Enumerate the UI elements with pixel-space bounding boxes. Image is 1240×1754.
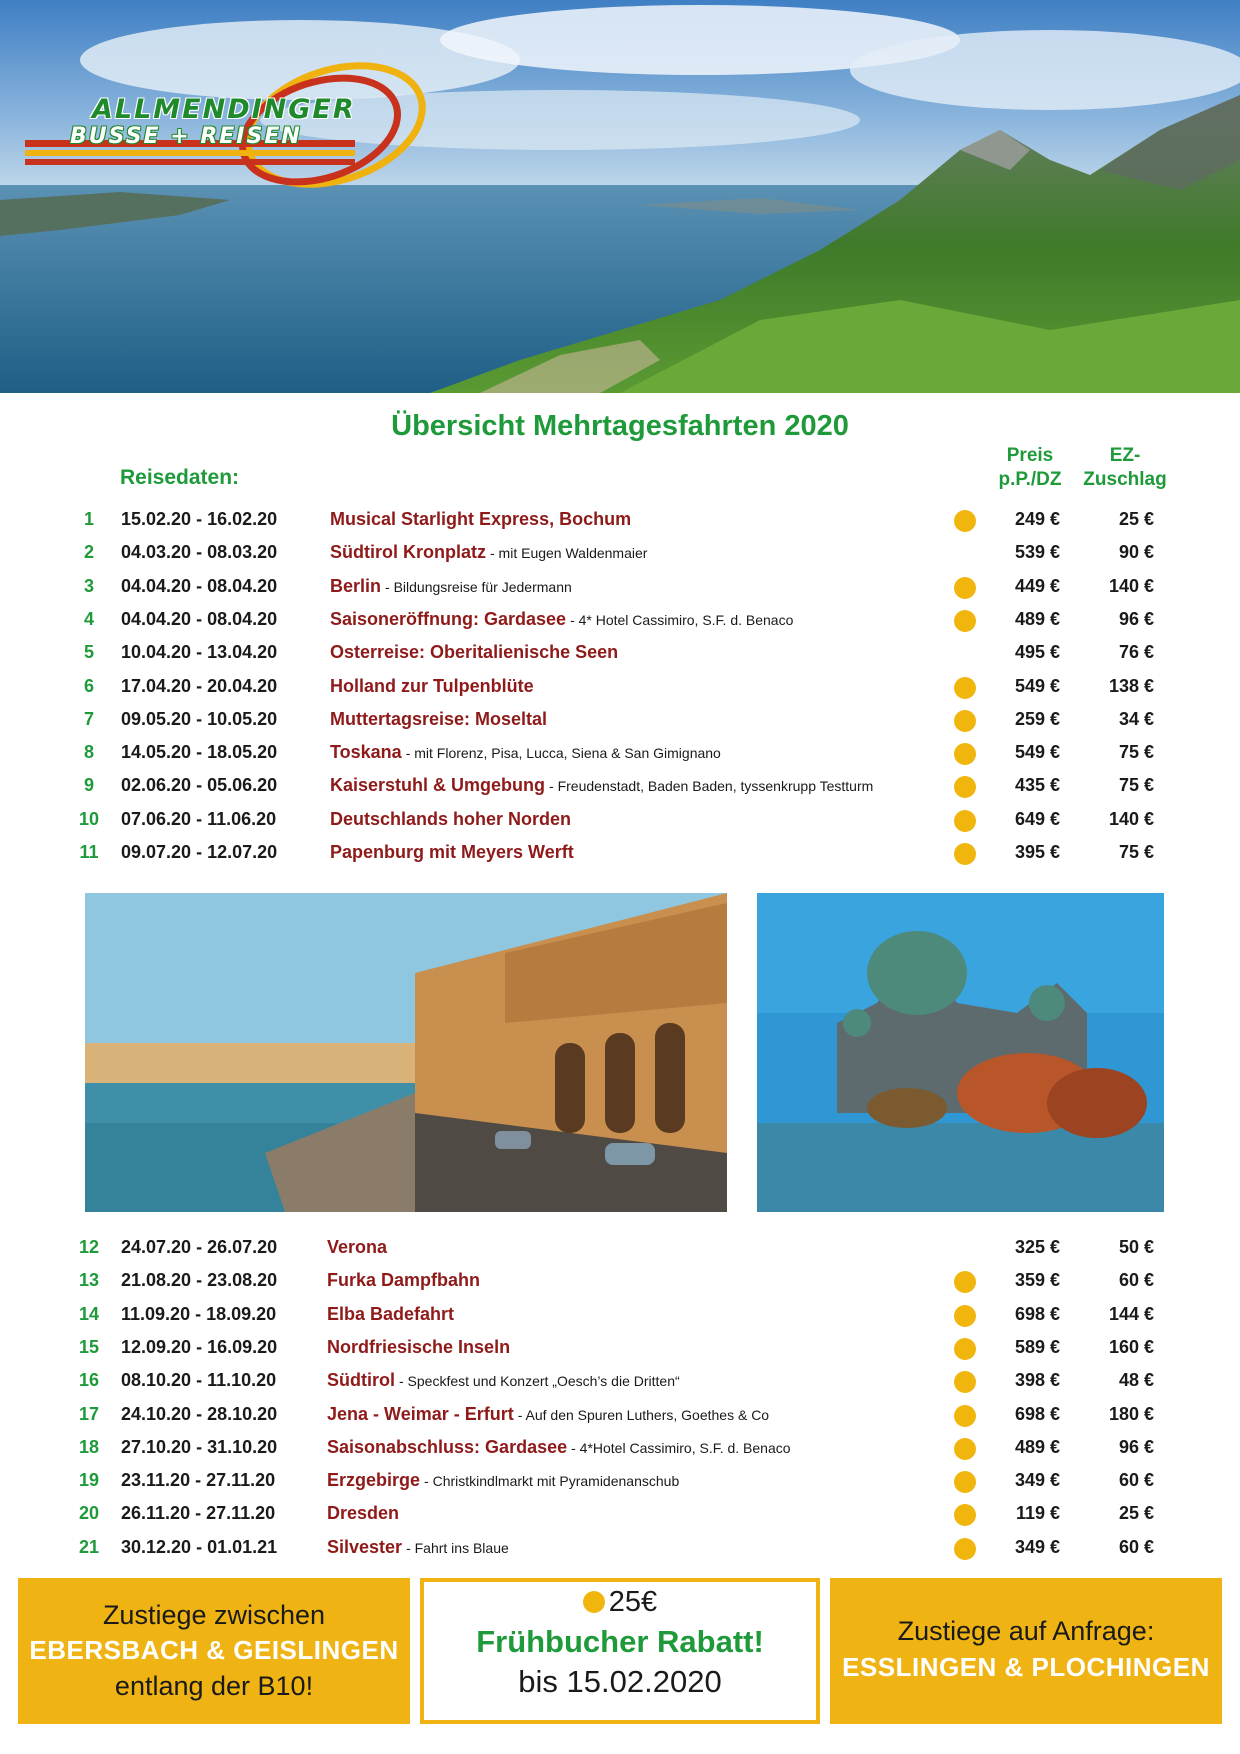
discount-amount-text: 25€ bbox=[608, 1586, 658, 1618]
ez-header-line1: EZ- bbox=[1109, 445, 1141, 466]
trip-number: 16 bbox=[78, 1370, 100, 1391]
early-bird-dot-icon bbox=[583, 1591, 605, 1613]
trip-destination-name: Dresden bbox=[327, 1503, 400, 1524]
early-bird-dot-icon bbox=[954, 1371, 976, 1393]
dates-label: Reisedaten: bbox=[120, 466, 240, 489]
ez-header-line2: Zuschlag bbox=[1083, 469, 1167, 490]
early-bird-dot-icon bbox=[954, 1405, 976, 1427]
trip-number: 9 bbox=[83, 775, 94, 796]
trip-price: 449 € bbox=[1014, 575, 1060, 596]
trip-dates: 30.12.20 - 01.01.21 bbox=[121, 1536, 278, 1557]
trip-dates: 02.06.20 - 05.06.20 bbox=[121, 775, 278, 796]
trip-number: 8 bbox=[83, 742, 94, 763]
trip-destination-details: - Christkindlmarkt mit Pyramidenanschub bbox=[424, 1473, 680, 1490]
trip-destination-name: Furka Dampfbahn bbox=[327, 1270, 481, 1291]
trip-number: 11 bbox=[79, 842, 99, 862]
boarding-info-box bbox=[18, 1578, 410, 1724]
trip-number: 3 bbox=[83, 575, 94, 596]
trip-row bbox=[0, 769, 1240, 802]
trip-destination-name: Verona bbox=[327, 1237, 388, 1257]
pisa-riverside-photo bbox=[85, 893, 727, 1212]
trip-dates: 12.09.20 - 16.09.20 bbox=[121, 1336, 278, 1357]
price-column-header bbox=[990, 444, 1070, 492]
trip-row bbox=[0, 1497, 1240, 1530]
trip-dates: 26.11.20 - 27.11.20 bbox=[121, 1503, 276, 1524]
trip-price: 495 € bbox=[1014, 642, 1060, 663]
trip-destination bbox=[327, 1431, 791, 1465]
trip-destination bbox=[327, 1298, 454, 1331]
trip-destination-name: Deutschlands hoher Norden bbox=[330, 808, 572, 829]
trip-row bbox=[0, 536, 1240, 569]
price-header-line1: Preis bbox=[1006, 445, 1054, 466]
trip-row bbox=[0, 703, 1240, 736]
on-request-line2: ESSLINGEN & PLOCHINGEN bbox=[842, 1652, 1210, 1682]
discount-label: Frühbucher Rabatt! bbox=[476, 1624, 764, 1659]
trip-destination-details: - Speckfest und Konzert „Oesch’s die Dritten“ bbox=[399, 1373, 680, 1390]
early-bird-dot-icon bbox=[954, 1338, 976, 1360]
trip-price: 549 € bbox=[1014, 675, 1060, 696]
early-bird-dot-icon bbox=[954, 710, 976, 732]
trip-dates: 21.08.20 - 23.08.20 bbox=[121, 1270, 278, 1291]
trip-number: 4 bbox=[83, 608, 94, 629]
early-bird-dot-icon bbox=[954, 743, 976, 765]
trip-destination-details: - Freudenstadt, Baden Baden, tyssenkrupp Testturm bbox=[549, 778, 874, 795]
trip-dates: 11.09.20 - 18.09.20 bbox=[121, 1303, 277, 1324]
discount-deadline: bis 15.02.2020 bbox=[518, 1664, 722, 1699]
trip-single-supplement: 160 € bbox=[1108, 1336, 1154, 1357]
berlin-cathedral-photo bbox=[757, 893, 1164, 1212]
trip-price: 119 € bbox=[1015, 1503, 1060, 1524]
trip-row bbox=[0, 1464, 1240, 1497]
on-request-line1: Zustiege auf Anfrage: bbox=[897, 1616, 1155, 1646]
trip-row bbox=[0, 1531, 1240, 1564]
trip-price: 395 € bbox=[1014, 842, 1060, 862]
early-bird-dot-icon bbox=[954, 776, 976, 798]
price-header-line2: p.P./DZ bbox=[998, 469, 1062, 490]
trip-number: 13 bbox=[78, 1270, 100, 1291]
trip-price: 698 € bbox=[1014, 1403, 1060, 1424]
trip-destination-name: Erzgebirge bbox=[327, 1470, 421, 1491]
trip-single-supplement: 90 € bbox=[1118, 542, 1154, 563]
trip-row bbox=[0, 1364, 1240, 1397]
trip-destination-name: Elba Badefahrt bbox=[327, 1303, 455, 1324]
trip-row bbox=[0, 570, 1240, 603]
trip-row bbox=[0, 1264, 1240, 1297]
discount-amount bbox=[424, 1586, 816, 1619]
trip-single-supplement: 48 € bbox=[1118, 1370, 1154, 1391]
trip-row bbox=[0, 1298, 1240, 1331]
trip-number: 21 bbox=[78, 1536, 100, 1557]
trip-single-supplement: 50 € bbox=[1118, 1237, 1154, 1257]
trip-dates: 09.05.20 - 10.05.20 bbox=[121, 708, 278, 729]
trip-destination-name: Osterreise: Oberitalienische Seen bbox=[330, 642, 619, 663]
trip-destination bbox=[330, 536, 647, 570]
trip-destination-name: Musical Starlight Express, Bochum bbox=[330, 509, 632, 529]
trip-destination bbox=[327, 1531, 509, 1565]
trip-destination-details: - Fahrt ins Blaue bbox=[406, 1539, 509, 1556]
trip-row bbox=[0, 736, 1240, 769]
trip-destination bbox=[330, 703, 547, 736]
trip-number: 14 bbox=[78, 1303, 100, 1324]
trip-row bbox=[0, 803, 1240, 836]
trip-price: 539 € bbox=[1014, 542, 1060, 563]
trip-single-supplement: 75 € bbox=[1118, 775, 1154, 796]
early-bird-dot-icon bbox=[954, 577, 976, 599]
trip-single-supplement: 25 € bbox=[1118, 509, 1154, 529]
trip-number: 15 bbox=[78, 1336, 100, 1357]
trip-price: 249 € bbox=[1014, 509, 1060, 529]
trip-destination-name: Papenburg mit Meyers Werft bbox=[330, 842, 574, 862]
trip-single-supplement: 140 € bbox=[1108, 808, 1154, 829]
boarding-info-line2: EBERSBACH & GEISLINGEN bbox=[29, 1635, 399, 1665]
trip-dates: 04.03.20 - 08.03.20 bbox=[121, 542, 278, 563]
trip-price: 489 € bbox=[1014, 1436, 1060, 1457]
trip-destination-details: - Auf den Spuren Luthers, Goethes & Co bbox=[517, 1406, 770, 1423]
trip-dates: 09.07.20 - 12.07.20 bbox=[121, 842, 278, 862]
trip-destination bbox=[327, 1464, 679, 1498]
early-bird-dot-icon bbox=[954, 843, 976, 865]
trip-single-supplement: 144 € bbox=[1108, 1303, 1154, 1324]
trip-price: 349 € bbox=[1014, 1536, 1060, 1557]
trip-price: 349 € bbox=[1014, 1470, 1060, 1491]
trip-number: 10 bbox=[78, 808, 100, 829]
trip-number: 17 bbox=[78, 1403, 100, 1424]
early-bird-dot-icon bbox=[954, 1504, 976, 1526]
trip-dates: 04.04.20 - 08.04.20 bbox=[121, 575, 278, 596]
trip-destination-name: Kaiserstuhl & Umgebung bbox=[330, 775, 546, 796]
trip-price: 259 € bbox=[1014, 708, 1060, 729]
trip-row bbox=[0, 1431, 1240, 1464]
early-bird-dot-icon bbox=[954, 810, 976, 832]
trip-destination-name: Südtirol Kronplatz bbox=[330, 542, 486, 563]
trip-destination-name: Holland zur Tulpenblüte bbox=[330, 675, 534, 696]
trip-dates: 23.11.20 - 27.11.20 bbox=[121, 1470, 276, 1491]
trip-number: 18 bbox=[78, 1436, 100, 1457]
trip-dates: 15.02.20 - 16.02.20 bbox=[121, 509, 278, 529]
trip-destination-details: - mit Eugen Waldenmaier bbox=[490, 545, 648, 562]
trip-row bbox=[0, 1331, 1240, 1364]
trip-dates: 14.05.20 - 18.05.20 bbox=[121, 742, 278, 763]
trip-single-supplement: 34 € bbox=[1118, 708, 1154, 729]
trip-destination bbox=[330, 736, 721, 770]
trip-single-supplement: 75 € bbox=[1118, 742, 1154, 763]
trip-number: 12 bbox=[78, 1237, 100, 1257]
trip-destination-details: - Bildungsreise für Jedermann bbox=[385, 578, 572, 595]
trip-single-supplement: 76 € bbox=[1118, 642, 1154, 663]
trip-price: 325 € bbox=[1014, 1237, 1060, 1257]
trip-single-supplement: 25 € bbox=[1118, 1503, 1154, 1524]
trip-price: 649 € bbox=[1014, 808, 1060, 829]
trip-destination bbox=[327, 1398, 769, 1432]
trip-price: 698 € bbox=[1014, 1303, 1060, 1324]
trip-destination bbox=[330, 503, 631, 536]
early-bird-dot-icon bbox=[954, 610, 976, 632]
boarding-info-line1: Zustiege zwischen bbox=[102, 1600, 326, 1630]
logo-name: ALLMENDINGER bbox=[92, 94, 356, 125]
page-title: Übersicht Mehrtagesfahrten 2020 bbox=[391, 410, 849, 442]
trip-row bbox=[0, 670, 1240, 703]
trip-dates: 08.10.20 - 11.10.20 bbox=[121, 1370, 277, 1391]
trip-price: 435 € bbox=[1014, 775, 1060, 796]
trip-dates: 10.04.20 - 13.04.20 bbox=[121, 642, 278, 663]
trip-destination-name: Jena - Weimar - Erfurt bbox=[327, 1403, 514, 1424]
trip-destination bbox=[327, 1497, 399, 1530]
trip-price: 398 € bbox=[1014, 1370, 1060, 1391]
trip-number: 2 bbox=[83, 542, 94, 563]
trip-number: 1 bbox=[83, 509, 94, 529]
early-bird-dot-icon bbox=[954, 1438, 976, 1460]
trip-dates: 17.04.20 - 20.04.20 bbox=[121, 675, 278, 696]
trip-price: 589 € bbox=[1014, 1336, 1060, 1357]
trip-destination-name: Muttertagsreise: Moseltal bbox=[330, 708, 548, 729]
trip-destination bbox=[327, 1231, 387, 1264]
early-bird-dot-icon bbox=[954, 510, 976, 532]
trip-destination bbox=[330, 803, 571, 836]
trip-dates: 24.07.20 - 26.07.20 bbox=[121, 1237, 278, 1257]
trip-number: 6 bbox=[83, 675, 94, 696]
trip-dates: 24.10.20 - 28.10.20 bbox=[121, 1403, 278, 1424]
trip-number: 19 bbox=[78, 1470, 100, 1491]
trip-destination-details: - mit Florenz, Pisa, Lucca, Siena & San Gimignano bbox=[405, 745, 721, 762]
trip-destination-name: Nordfriesische Inseln bbox=[327, 1336, 511, 1357]
trip-destination bbox=[330, 636, 618, 669]
logo-tagline: BUSSE + REISEN bbox=[70, 124, 302, 149]
boarding-on-request-box bbox=[830, 1578, 1222, 1724]
trip-single-supplement: 60 € bbox=[1118, 1470, 1154, 1491]
trip-row bbox=[0, 836, 1240, 869]
trip-destination-name: Saisoneröffnung: Gardasee bbox=[330, 608, 567, 629]
trip-single-supplement: 140 € bbox=[1108, 575, 1154, 596]
trip-dates: 04.04.20 - 08.04.20 bbox=[121, 608, 278, 629]
trip-destination bbox=[330, 570, 572, 604]
trip-destination bbox=[330, 836, 574, 869]
trip-single-supplement: 96 € bbox=[1118, 608, 1154, 629]
trip-dates: 27.10.20 - 31.10.20 bbox=[121, 1436, 278, 1457]
trip-row bbox=[0, 1231, 1240, 1264]
trip-single-supplement: 75 € bbox=[1118, 842, 1154, 862]
trip-number: 5 bbox=[83, 642, 94, 663]
company-logo bbox=[20, 30, 440, 200]
trip-destination bbox=[327, 1364, 680, 1398]
trip-single-supplement: 96 € bbox=[1118, 1436, 1154, 1457]
trip-destination bbox=[330, 603, 793, 637]
trip-row bbox=[0, 603, 1240, 636]
trip-destination-name: Berlin bbox=[330, 575, 382, 596]
trip-destination-details: - 4* Hotel Cassimiro, S.F. d. Benaco bbox=[570, 611, 794, 628]
trip-destination-name: Südtirol bbox=[327, 1370, 395, 1391]
early-bird-dot-icon bbox=[954, 1471, 976, 1493]
boarding-info-line3: entlang der B10! bbox=[114, 1671, 314, 1701]
early-bird-dot-icon bbox=[954, 1538, 976, 1560]
trip-row bbox=[0, 503, 1240, 536]
trip-destination-name: Silvester bbox=[327, 1536, 403, 1557]
trip-single-supplement: 180 € bbox=[1108, 1403, 1154, 1424]
trip-destination bbox=[330, 670, 534, 703]
ez-column-header bbox=[1080, 444, 1170, 492]
trip-row bbox=[0, 1398, 1240, 1431]
trip-single-supplement: 60 € bbox=[1118, 1270, 1154, 1291]
trip-dates: 07.06.20 - 11.06.20 bbox=[121, 808, 277, 829]
trip-price: 489 € bbox=[1014, 608, 1060, 629]
trip-destination bbox=[330, 769, 873, 803]
early-bird-dot-icon bbox=[954, 1271, 976, 1293]
trip-destination bbox=[327, 1264, 480, 1297]
trip-price: 359 € bbox=[1014, 1270, 1060, 1291]
trip-number: 7 bbox=[83, 708, 94, 729]
trip-destination-name: Saisonabschluss: Gardasee bbox=[327, 1436, 568, 1457]
early-bird-dot-icon bbox=[954, 677, 976, 699]
trip-single-supplement: 60 € bbox=[1118, 1536, 1154, 1557]
trip-destination-name: Toskana bbox=[330, 742, 402, 763]
early-booking-discount-box bbox=[420, 1578, 820, 1724]
trip-number: 20 bbox=[78, 1503, 100, 1524]
trip-price: 549 € bbox=[1014, 742, 1060, 763]
early-bird-dot-icon bbox=[954, 1305, 976, 1327]
trip-row bbox=[0, 636, 1240, 669]
trip-destination bbox=[327, 1331, 510, 1364]
trip-single-supplement: 138 € bbox=[1108, 675, 1154, 696]
trip-destination-details: - 4*Hotel Cassimiro, S.F. d. Benaco bbox=[571, 1439, 791, 1456]
